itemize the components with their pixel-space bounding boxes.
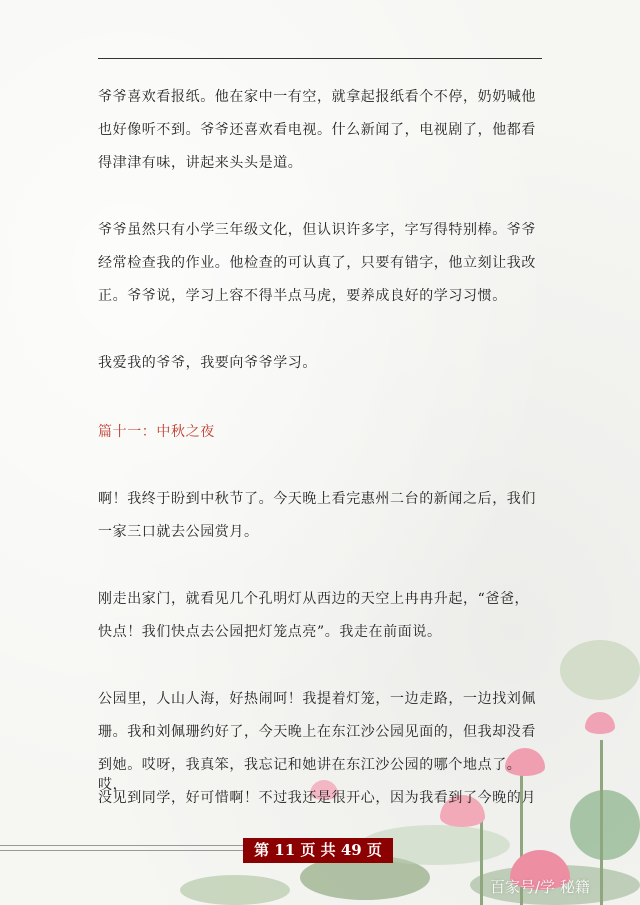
text-line: 我爱我的爷爷，我要向爷爷学习。: [98, 355, 317, 371]
text-line: 公园里，人山人海，好热闹呵！我提着灯笼，一边走路，一边找刘佩: [98, 691, 536, 707]
footer-rule: [0, 845, 243, 846]
text-line: 爷爷喜欢看报纸。他在家中一有空，就拿起报纸看个不停，奶奶喊他: [98, 89, 536, 105]
section-heading: 篇十一：中秋之夜: [98, 424, 215, 440]
watermark: 百家号/学 秘籍: [490, 878, 590, 896]
text-line: 一家三口就去公园赏月。: [98, 524, 259, 540]
text-line: 没见到同学，好可惜啊！不过我还是很开心，因为我看到了今晚的月: [98, 790, 536, 806]
page-number-badge: 第 11 页 共 49 页: [243, 838, 393, 863]
text-line: 经常检查我的作业。他检查的可认真了，只要有错字，他立刻让我改: [98, 255, 536, 271]
text-line: 啊！我终于盼到中秋节了。今天晚上看完惠州二台的新闻之后，我们: [98, 491, 536, 507]
text-line: 刚走出家门，就看见几个孔明灯从西边的天空上冉冉升起，“爸爸，: [98, 591, 530, 607]
text-line: 珊。我和刘佩珊约好了，今天晚上在东江沙公园见面的，但我却没看: [98, 724, 536, 740]
text-line: 到她。哎呀，我真笨，我忘记和她讲在东江沙公园的哪个地点了。哎，: [98, 757, 522, 793]
text-line: 快点！我们快点去公园把灯笼点亮”。我走在前面说。: [98, 624, 442, 640]
text-line: 正。爷爷说，学习上容不得半点马虎，要养成良好的学习习惯。: [98, 288, 507, 304]
text-line: 也好像听不到。爷爷还喜欢看电视。什么新闻了，电视剧了，他都看: [98, 122, 536, 138]
text-line: 爷爷虽然只有小学三年级文化，但认识许多字，字写得特别棒。爷爷: [98, 222, 536, 238]
footer-rule: [0, 850, 243, 851]
header-rule: [98, 58, 542, 59]
text-line: 得津津有味，讲起来头头是道。: [98, 155, 303, 171]
